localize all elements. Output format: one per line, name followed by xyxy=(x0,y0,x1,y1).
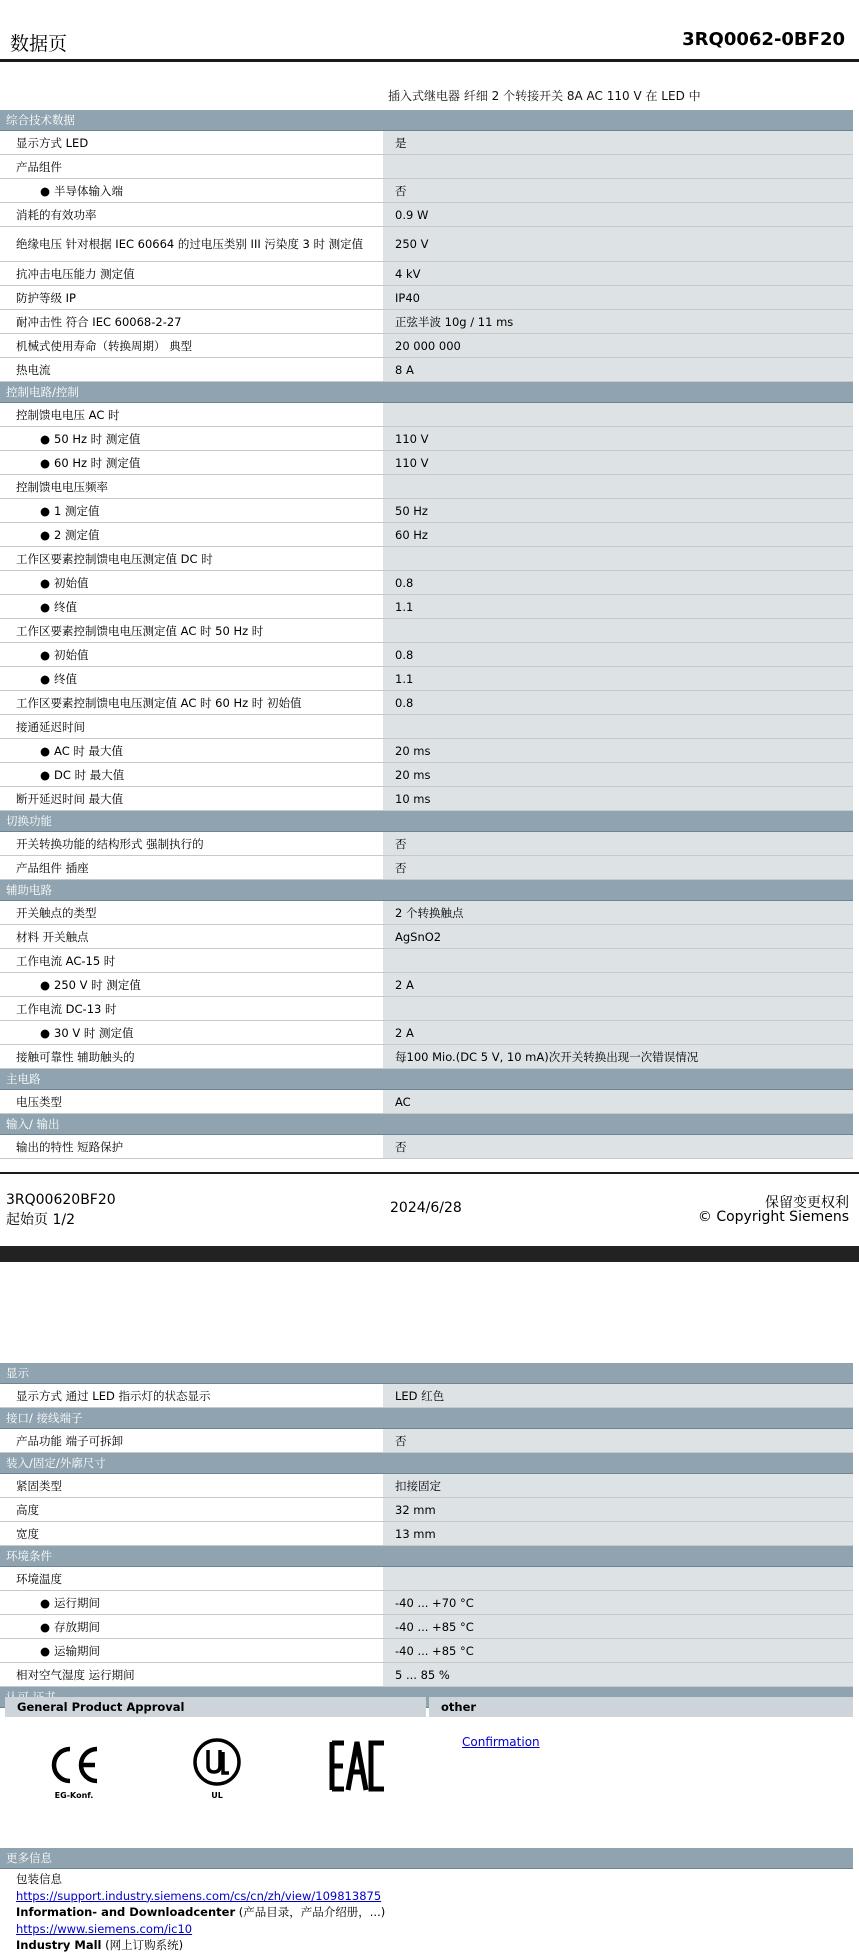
bullet-icon: ● xyxy=(40,977,51,992)
cert-col-other: other xyxy=(429,1697,853,1717)
spec-label xyxy=(0,1384,383,1408)
spec-label-text: 工作电流 DC-13 时 xyxy=(16,1001,117,1016)
spec-label-text: 控制馈电电压频率 xyxy=(16,479,108,494)
spec-label xyxy=(0,1522,383,1546)
bullet-icon: ● xyxy=(40,503,51,518)
bullet-icon: ● xyxy=(40,743,51,758)
spec-label-text: 高度 xyxy=(16,1502,39,1517)
spec-value: 2 个转换触点 xyxy=(383,901,853,925)
spec-value: 250 V xyxy=(383,227,853,262)
bullet-icon: ● xyxy=(40,767,51,782)
spec-value: 否 xyxy=(383,179,853,203)
spec-row xyxy=(0,131,853,155)
downloadcenter-desc: (产品目录，产品介绍册，...) xyxy=(235,1905,386,1919)
bullet-icon: ● xyxy=(40,431,51,446)
spec-row xyxy=(0,1384,853,1408)
spec-label-text: DC 时 最大值 xyxy=(54,767,125,782)
spec-value xyxy=(383,949,853,973)
spec-row xyxy=(0,1498,853,1522)
spec-row xyxy=(0,832,853,856)
spec-label xyxy=(0,901,383,925)
ul-mark-icon xyxy=(190,1737,244,1800)
spec-row xyxy=(0,427,853,451)
spec-label-text: 工作区要素控制馈电电压测定值 DC 时 xyxy=(16,551,213,566)
spec-value xyxy=(383,547,853,571)
spec-row xyxy=(0,262,853,286)
spec-row xyxy=(0,667,853,691)
spec-label xyxy=(0,715,383,739)
spec-value: 0.8 xyxy=(383,571,853,595)
spec-row xyxy=(0,901,853,925)
spec-value xyxy=(383,619,853,643)
spec-label-text: 运输期间 xyxy=(54,1643,101,1658)
spec-label-text: 工作区要素控制馈电电压测定值 AC 时 50 Hz 时 xyxy=(16,623,264,638)
spec-value xyxy=(383,997,853,1021)
spec-label xyxy=(0,739,383,763)
spec-label-text: 50 Hz 时 测定值 xyxy=(54,431,141,446)
spec-row xyxy=(0,358,853,382)
spec-label-text: 250 V 时 测定值 xyxy=(54,977,141,992)
spec-label xyxy=(0,1567,383,1591)
spec-label-text: 电压类型 xyxy=(16,1094,62,1109)
spec-label-text: 控制馈电电压 AC 时 xyxy=(16,407,120,422)
spec-value: 20 000 000 xyxy=(383,334,853,358)
spec-label-text: 半导体输入端 xyxy=(54,183,124,198)
spec-label xyxy=(0,1615,383,1639)
section-header xyxy=(0,1363,853,1384)
spec-row xyxy=(0,403,853,427)
spec-value: AC xyxy=(383,1090,853,1114)
spec-row xyxy=(0,547,853,571)
cert-col-general: General Product Approval xyxy=(5,1697,426,1717)
packaging-link[interactable]: https://support.industry.siemens.com/cs/cn/zh/view/109813875 xyxy=(16,1888,382,1903)
footer-product-code: 3RQ00620BF20 xyxy=(6,1192,116,1208)
spec-value: 否 xyxy=(383,1429,853,1453)
spec-value: 0.9 W xyxy=(383,203,853,227)
spec-value xyxy=(383,403,853,427)
industry-mall-desc: (网上订购系统) xyxy=(101,1938,184,1952)
spec-row xyxy=(0,715,853,739)
spec-row xyxy=(0,1522,853,1546)
section-title: 辅助电路 xyxy=(0,880,853,901)
spec-value: 0.8 xyxy=(383,643,853,667)
spec-value: 否 xyxy=(383,856,853,880)
spec-row xyxy=(0,619,853,643)
spec-value: 每100 Mio.(DC 5 V, 10 mA)次开关转换出现一次错误情况 xyxy=(383,1045,853,1069)
spec-row xyxy=(0,286,853,310)
bullet-icon: ● xyxy=(40,527,51,542)
spec-value: IP40 xyxy=(383,286,853,310)
spec-value: 1.1 xyxy=(383,667,853,691)
spec-label-text: 环境温度 xyxy=(16,1571,62,1586)
section-header xyxy=(0,1453,853,1474)
spec-label xyxy=(0,1021,383,1045)
bullet-icon: ● xyxy=(40,671,51,686)
spec-label xyxy=(0,787,383,811)
spec-label xyxy=(0,1591,383,1615)
spec-label xyxy=(0,547,383,571)
spec-label-text: 材料 开关触点 xyxy=(16,929,89,944)
spec-value: 扣接固定 xyxy=(383,1474,853,1498)
section-header xyxy=(0,110,853,131)
spec-row xyxy=(0,1021,853,1045)
section-header xyxy=(0,1114,853,1135)
spec-row xyxy=(0,595,853,619)
bullet-icon: ● xyxy=(40,575,51,590)
spec-label xyxy=(0,691,383,715)
spec-value xyxy=(383,1567,853,1591)
spec-row xyxy=(0,523,853,547)
spec-row xyxy=(0,997,853,1021)
spec-label xyxy=(0,832,383,856)
spec-label-text: 相对空气湿度 运行期间 xyxy=(16,1667,135,1682)
section-header xyxy=(0,1408,853,1429)
confirmation-link[interactable]: Confirmation xyxy=(462,1735,540,1749)
spec-label xyxy=(0,523,383,547)
eac-mark-icon xyxy=(326,1740,390,1796)
spec-label-text: 显示方式 LED xyxy=(16,135,89,150)
spec-value: 2 A xyxy=(383,973,853,997)
ce-caption: EG-Konf. xyxy=(54,1791,94,1800)
spec-row xyxy=(0,499,853,523)
section-title: 装入/固定/外廓尺寸 xyxy=(0,1453,853,1474)
spec-label-text: 终值 xyxy=(54,671,78,686)
more-info-body xyxy=(0,1869,853,1954)
industry-mall-label: Industry Mall xyxy=(16,1938,102,1952)
spec-label xyxy=(0,856,383,880)
spec-label xyxy=(0,571,383,595)
bullet-icon: ● xyxy=(40,1643,51,1658)
spec-label xyxy=(0,131,383,155)
spec-label-text: 30 V 时 测定值 xyxy=(54,1025,134,1040)
section-title: 主电路 xyxy=(0,1069,853,1090)
spec-label xyxy=(0,643,383,667)
spec-label xyxy=(0,155,383,179)
spec-row xyxy=(0,1474,853,1498)
spec-label xyxy=(0,1090,383,1114)
downloadcenter-label: Information- and Downloadcenter xyxy=(16,1905,236,1919)
footer-copyright: © Copyright Siemens xyxy=(697,1209,849,1225)
spec-row xyxy=(0,1567,853,1591)
spec-row xyxy=(0,949,853,973)
spec-value: 5 ... 85 % xyxy=(383,1663,853,1687)
spec-label xyxy=(0,1135,383,1159)
spec-label xyxy=(0,1045,383,1069)
footer-page-number: 起始页 1/2 xyxy=(6,1212,75,1228)
spec-value: 110 V xyxy=(383,451,853,475)
spec-row xyxy=(0,1429,853,1453)
bullet-icon: ● xyxy=(40,647,51,662)
spec-label xyxy=(0,667,383,691)
spec-label xyxy=(0,925,383,949)
spec-value: -40 ... +85 °C xyxy=(383,1615,853,1639)
spec-label xyxy=(0,451,383,475)
spec-label-text: 60 Hz 时 测定值 xyxy=(54,455,141,470)
spec-label-text: 接通延迟时间 xyxy=(16,719,85,734)
spec-row xyxy=(0,1663,853,1687)
spec-label-text: 产品组件 插座 xyxy=(16,860,89,875)
spec-label xyxy=(0,1639,383,1663)
spec-value: 否 xyxy=(383,832,853,856)
more-info-section xyxy=(0,1848,853,1954)
spec-row xyxy=(0,1639,853,1663)
spec-label-text: 绝缘电压 针对根据 IEC 60664 的过电压类别 III 污染度 3 时 测定值 xyxy=(16,237,364,251)
spec-label xyxy=(0,203,383,227)
spec-label-text: 输出的特性 短路保护 xyxy=(16,1139,124,1154)
spec-value xyxy=(383,475,853,499)
spec-label-text: 存放期间 xyxy=(54,1619,101,1634)
spec-label-text: 工作电流 AC-15 时 xyxy=(16,953,116,968)
page-title: 数据页 xyxy=(10,33,68,55)
spec-label xyxy=(0,1474,383,1498)
spec-label xyxy=(0,227,383,262)
spec-row xyxy=(0,155,853,179)
spec-row xyxy=(0,310,853,334)
spec-row xyxy=(0,856,853,880)
spec-label-text: 防护等级 IP xyxy=(16,290,76,305)
spec-row xyxy=(0,691,853,715)
section-header xyxy=(0,382,853,403)
spec-label xyxy=(0,949,383,973)
spec-value: 60 Hz xyxy=(383,523,853,547)
spec-value: LED 红色 xyxy=(383,1384,853,1408)
spec-row xyxy=(0,1615,853,1639)
spec-label-text: 接触可靠性 辅助触头的 xyxy=(16,1049,135,1064)
ce-mark-icon xyxy=(44,1743,104,1800)
certificate-table-header xyxy=(5,1697,853,1717)
spec-row xyxy=(0,1591,853,1615)
spec-label-text: 断开延迟时间 最大值 xyxy=(16,791,124,806)
spec-label xyxy=(0,499,383,523)
spec-label-text: 开关触点的类型 xyxy=(16,905,97,920)
spec-label-text: 1 测定值 xyxy=(54,503,100,518)
spec-label xyxy=(0,334,383,358)
bullet-icon: ● xyxy=(40,1025,51,1040)
footer-date: 2024/6/28 xyxy=(390,1200,462,1216)
spec-label-text: AC 时 最大值 xyxy=(54,743,124,758)
spec-value: -40 ... +85 °C xyxy=(383,1639,853,1663)
downloadcenter-link[interactable]: https://www.siemens.com/ic10 xyxy=(16,1921,193,1936)
spec-label xyxy=(0,1663,383,1687)
section-title: 接口/ 接线端子 xyxy=(0,1408,853,1429)
spec-value: AgSnO2 xyxy=(383,925,853,949)
spec-label xyxy=(0,403,383,427)
spec-label-text: 产品功能 端子可拆卸 xyxy=(16,1433,124,1448)
spec-label-text: 运行期间 xyxy=(54,1595,101,1610)
spec-row xyxy=(0,451,853,475)
section-title: 控制电路/控制 xyxy=(0,382,853,403)
spec-row xyxy=(0,973,853,997)
spec-label-text: 初始值 xyxy=(54,575,89,590)
spec-label xyxy=(0,1429,383,1453)
spec-value: 2 A xyxy=(383,1021,853,1045)
spec-value: 20 ms xyxy=(383,763,853,787)
spec-label xyxy=(0,310,383,334)
spec-value: 20 ms xyxy=(383,739,853,763)
spec-value: 32 mm xyxy=(383,1498,853,1522)
spec-label-text: 消耗的有效功率 xyxy=(16,207,97,222)
spec-label xyxy=(0,973,383,997)
spec-row xyxy=(0,739,853,763)
spec-value: 0.8 xyxy=(383,691,853,715)
spec-label-text: 耐冲击性 符合 IEC 60068-2-27 xyxy=(16,314,182,329)
spec-label-text: 抗冲击电压能力 测定值 xyxy=(16,266,135,281)
spec-label-text: 终值 xyxy=(54,599,78,614)
spec-value: 50 Hz xyxy=(383,499,853,523)
spec-label-text: 机械式使用寿命（转换周期） 典型 xyxy=(16,338,193,353)
spec-value: 8 A xyxy=(383,358,853,382)
spec-label xyxy=(0,358,383,382)
spec-label xyxy=(0,427,383,451)
spec-row xyxy=(0,925,853,949)
bullet-icon: ● xyxy=(40,455,51,470)
spec-label-text: 宽度 xyxy=(16,1526,39,1541)
spec-label-text: 热电流 xyxy=(16,362,51,377)
spec-label xyxy=(0,997,383,1021)
spec-value: 10 ms xyxy=(383,787,853,811)
section-title: 综合技术数据 xyxy=(0,110,853,131)
section-header xyxy=(0,1546,853,1567)
product-code: 3RQ0062-0BF20 xyxy=(682,29,845,50)
section-header xyxy=(0,1069,853,1090)
spec-row xyxy=(0,1045,853,1069)
spec-value: 110 V xyxy=(383,427,853,451)
bullet-icon: ● xyxy=(40,183,51,198)
spec-label xyxy=(0,286,383,310)
section-header xyxy=(0,811,853,832)
bullet-icon: ● xyxy=(40,599,51,614)
spec-row xyxy=(0,571,853,595)
spec-label xyxy=(0,475,383,499)
spec-value: 13 mm xyxy=(383,1522,853,1546)
spec-row xyxy=(0,203,853,227)
spec-value: -40 ... +70 °C xyxy=(383,1591,853,1615)
spec-value: 1.1 xyxy=(383,595,853,619)
spec-value: 4 kV xyxy=(383,262,853,286)
packaging-label: 包装信息 xyxy=(16,1872,62,1886)
spec-row xyxy=(0,179,853,203)
spec-label xyxy=(0,763,383,787)
spec-row xyxy=(0,475,853,499)
spec-row xyxy=(0,227,853,262)
spec-label-text: 显示方式 通过 LED 指示灯的状态显示 xyxy=(16,1388,211,1403)
spec-label xyxy=(0,619,383,643)
footer-rights: 保留变更权利 xyxy=(765,1195,849,1211)
spec-row xyxy=(0,643,853,667)
spec-label-text: 工作区要素控制馈电电压测定值 AC 时 60 Hz 时 初始值 xyxy=(16,695,302,710)
spec-row xyxy=(0,763,853,787)
bullet-icon: ● xyxy=(40,1595,51,1610)
spec-value: 是 xyxy=(383,131,853,155)
product-description: 插入式继电器 纤细 2 个转接开关 8A AC 110 V 在 LED 中 xyxy=(388,89,701,103)
spec-label-text: 产品组件 xyxy=(16,159,62,174)
more-info-header: 更多信息 xyxy=(0,1848,853,1869)
page-separator xyxy=(0,1246,859,1262)
spec-row xyxy=(0,334,853,358)
ul-caption: UL xyxy=(211,1791,223,1800)
spec-value: 正弦半波 10g / 11 ms xyxy=(383,310,853,334)
spec-value xyxy=(383,155,853,179)
section-title: 切换功能 xyxy=(0,811,853,832)
spec-row xyxy=(0,1135,853,1159)
spec-label-text: 开关转换功能的结构形式 强制执行的 xyxy=(16,836,204,851)
section-title: 显示 xyxy=(0,1363,853,1384)
page-header xyxy=(0,0,859,62)
spec-table xyxy=(0,1363,853,1708)
spec-table xyxy=(0,110,853,1159)
spec-row xyxy=(0,1090,853,1114)
spec-value xyxy=(383,715,853,739)
spec-value: 否 xyxy=(383,1135,853,1159)
spec-label xyxy=(0,179,383,203)
spec-label xyxy=(0,595,383,619)
section-header xyxy=(0,880,853,901)
spec-label xyxy=(0,262,383,286)
spec-label-text: 紧固类型 xyxy=(16,1478,62,1493)
spec-label-text: 2 测定值 xyxy=(54,527,100,542)
bullet-icon: ● xyxy=(40,1619,51,1634)
spec-label-text: 初始值 xyxy=(54,647,89,662)
section-title: 输入/ 输出 xyxy=(0,1114,853,1135)
section-title: 环境条件 xyxy=(0,1546,853,1567)
spec-label xyxy=(0,1498,383,1522)
spec-row xyxy=(0,787,853,811)
